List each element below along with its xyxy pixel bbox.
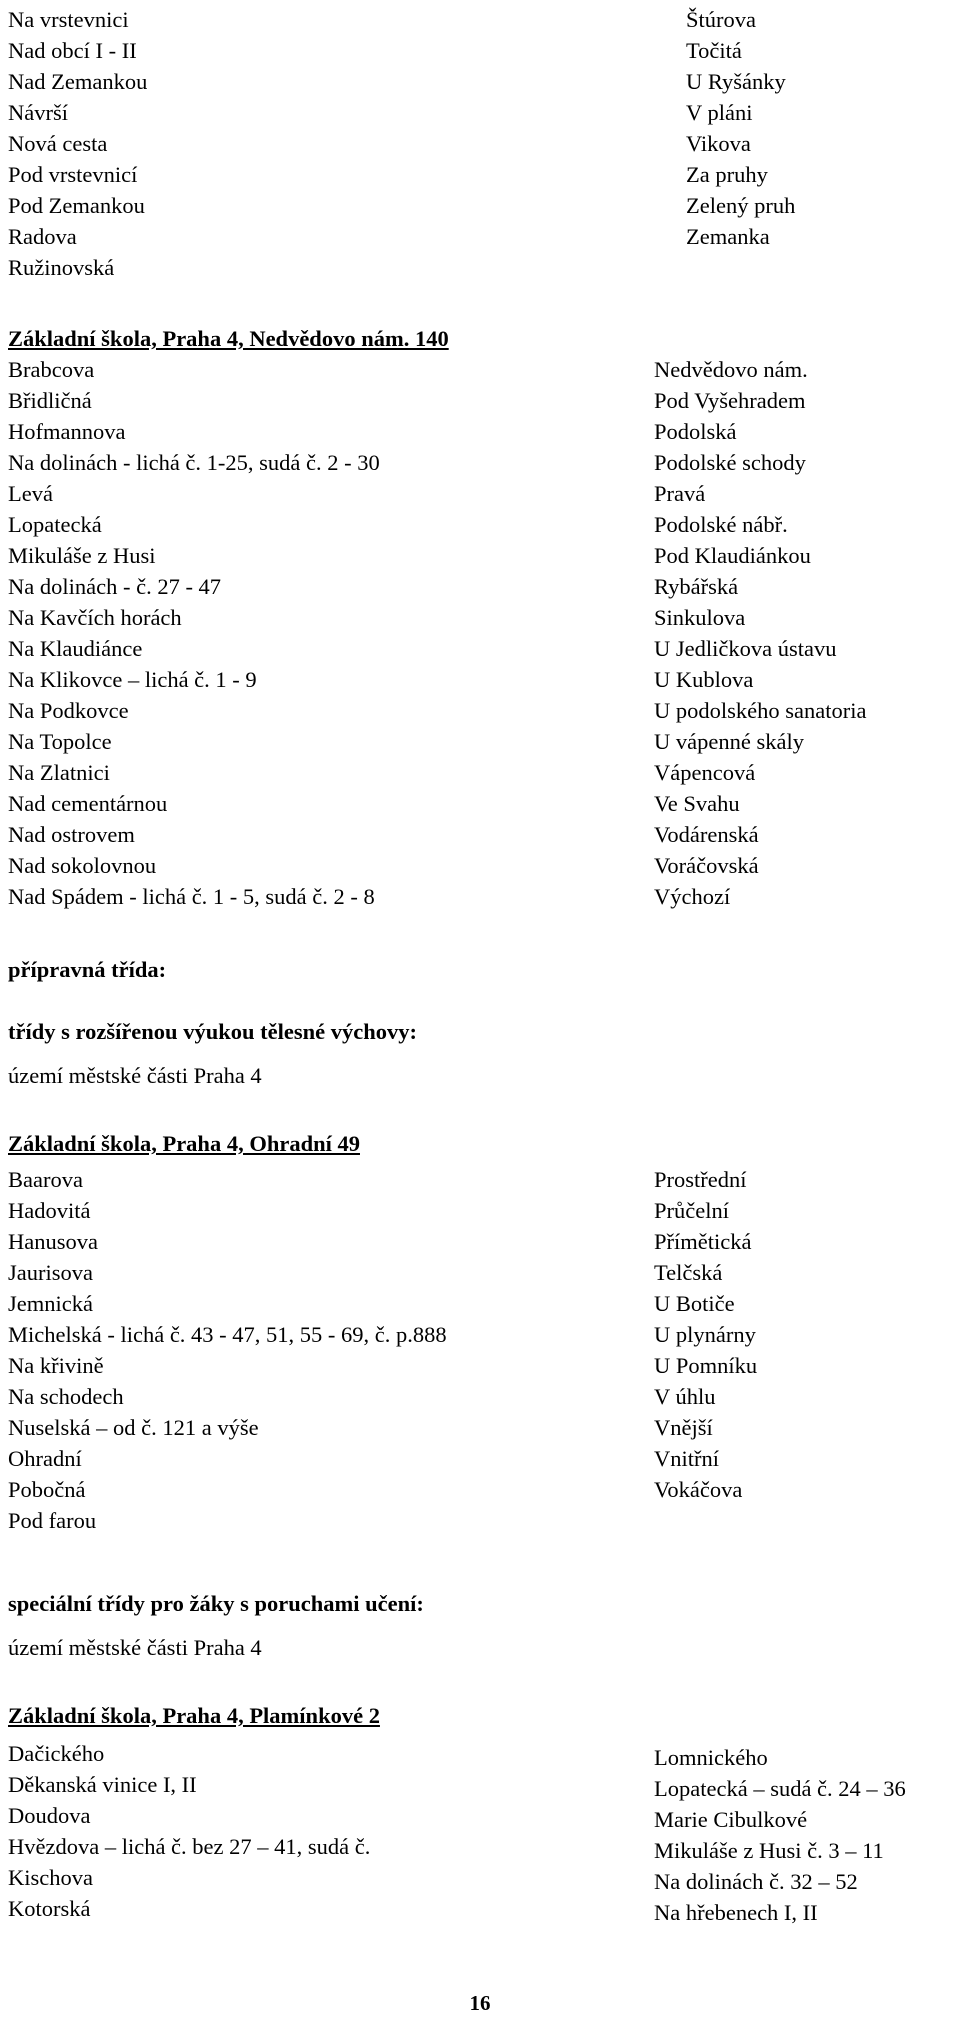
street-name: Zemanka	[686, 224, 770, 249]
street-name: Na hřebenech I, II	[654, 1900, 818, 1925]
street-list-left	[8, 1738, 628, 1924]
street-name: Hanusova	[8, 1229, 98, 1254]
street-name: Pod Vyšehradem	[654, 388, 806, 413]
territory-line: území městské části Praha 4	[8, 1635, 262, 1660]
street-name: Kischova	[8, 1865, 93, 1890]
school-title-plaminkove: Základní škola, Praha 4, Plamínkové 2	[8, 1703, 380, 1728]
street-name: Mikuláše z Husi č. 3 – 11	[654, 1838, 884, 1863]
street-name: Nad obcí I - II	[8, 38, 137, 63]
street-name: Na dolinách - lichá č. 1-25, sudá č. 2 - 30	[8, 450, 380, 475]
street-name: Na dolinách - č. 27 - 47	[8, 574, 222, 599]
street-name: Lopatecká – sudá č. 24 – 36	[654, 1776, 906, 1801]
street-name: Podolské nábř.	[654, 512, 788, 537]
street-name: Vikova	[686, 131, 751, 156]
street-name: Na Klaudiánce	[8, 636, 143, 661]
street-name: Michelská - lichá č. 43 - 47, 51, 55 - 69, č. p.888	[8, 1322, 447, 1347]
street-name: Nedvědovo nám.	[654, 357, 808, 382]
street-name: Točitá	[686, 38, 742, 63]
street-name: Prostřední	[654, 1167, 747, 1192]
street-name: Přímětická	[654, 1229, 752, 1254]
street-name: Brabcova	[8, 357, 95, 382]
street-name: U Pomníku	[654, 1353, 758, 1378]
street-list-right	[654, 354, 954, 912]
street-name: Voráčovská	[654, 853, 759, 878]
street-name: Baarova	[8, 1167, 83, 1192]
street-name: Dačického	[8, 1741, 105, 1766]
street-name: Břidličná	[8, 388, 92, 413]
street-list-left	[8, 1164, 628, 1536]
street-name: Rybářská	[654, 574, 739, 599]
street-name: Na vrstevnici	[8, 7, 129, 32]
street-name: Vnitřní	[654, 1446, 719, 1471]
street-name: Vodárenská	[654, 822, 759, 847]
street-name: Nad Spádem - lichá č. 1 - 5, sudá č. 2 - 8	[8, 884, 375, 909]
street-name: Děkanská vinice I, II	[8, 1772, 197, 1797]
street-name: Na Klikovce – lichá č. 1 - 9	[8, 667, 257, 692]
street-name: U Botiče	[654, 1291, 735, 1316]
street-name: Na schodech	[8, 1384, 124, 1409]
street-name: Podolské schody	[654, 450, 806, 475]
heading-telesna-vychova: třídy s rozšířenou výukou tělesné výchovy:	[8, 1019, 417, 1044]
street-name: U Ryšánky	[686, 69, 786, 94]
street-name: Nad sokolovnou	[8, 853, 157, 878]
street-name: Pobočná	[8, 1477, 86, 1502]
street-name: Jaurisova	[8, 1260, 93, 1285]
street-name: U podolského sanatoria	[654, 698, 867, 723]
street-name: Průčelní	[654, 1198, 729, 1223]
heading-specialni-tridy: speciální třídy pro žáky s poruchami učení:	[8, 1591, 424, 1616]
street-list-left	[8, 354, 628, 912]
street-name: U vápenné skály	[654, 729, 804, 754]
street-name: Vnější	[654, 1415, 713, 1440]
street-name: U plynárny	[654, 1322, 756, 1347]
street-name: Vápencová	[654, 760, 756, 785]
page-number: 16	[469, 1991, 491, 2015]
street-list-right	[654, 1742, 954, 1928]
street-list-right	[654, 1164, 954, 1505]
street-name: Mikuláše z Husi	[8, 543, 156, 568]
street-name: Nuselská – od č. 121 a výše	[8, 1415, 259, 1440]
street-name: Sinkulova	[654, 605, 746, 630]
street-name: Vokáčova	[654, 1477, 743, 1502]
street-name: Nad cementárnou	[8, 791, 168, 816]
street-name: Ružinovská	[8, 255, 115, 280]
school-title-nedvedovo: Základní škola, Praha 4, Nedvědovo nám. 140	[8, 326, 449, 351]
territory-line: území městské části Praha 4	[8, 1063, 262, 1088]
street-name: Na Zlatnici	[8, 760, 110, 785]
street-name: Na Kavčích horách	[8, 605, 182, 630]
street-name: Hofmannova	[8, 419, 126, 444]
heading-pripravna-trida: přípravná třída:	[8, 957, 167, 982]
street-name: Radova	[8, 224, 77, 249]
street-name: Doudova	[8, 1803, 91, 1828]
street-name: Pod farou	[8, 1508, 97, 1533]
street-name: Na Podkovce	[8, 698, 129, 723]
street-name: Pod vrstevnicí	[8, 162, 138, 187]
school-title-ohradni: Základní škola, Praha 4, Ohradní 49	[8, 1131, 360, 1156]
street-name: U Kublova	[654, 667, 754, 692]
street-name: Štúrova	[686, 7, 756, 32]
street-name: Hvězdova – lichá č. bez 27 – 41, sudá č.	[8, 1834, 371, 1859]
street-name: V úhlu	[654, 1384, 716, 1409]
street-list-left	[8, 4, 628, 283]
street-name: Ve Svahu	[654, 791, 740, 816]
street-name: Lopatecká	[8, 512, 102, 537]
street-name: Na dolinách č. 32 – 52	[654, 1869, 858, 1894]
street-name: Marie Cibulkové	[654, 1807, 808, 1832]
street-name: V pláni	[686, 100, 753, 125]
street-name: Návrší	[8, 100, 68, 125]
street-name: Lomnického	[654, 1745, 768, 1770]
street-name: Levá	[8, 481, 53, 506]
street-name: Telčská	[654, 1260, 723, 1285]
street-name: Na Topolce	[8, 729, 112, 754]
street-name: Hadovitá	[8, 1198, 91, 1223]
street-name: Výchozí	[654, 884, 731, 909]
street-name: U Jedličkova ústavu	[654, 636, 837, 661]
street-list-right	[686, 4, 960, 252]
street-name: Za pruhy	[686, 162, 768, 187]
street-name: Pravá	[654, 481, 706, 506]
street-name: Na křivině	[8, 1353, 104, 1378]
street-name: Jemnická	[8, 1291, 93, 1316]
street-name: Kotorská	[8, 1896, 91, 1921]
street-name: Nad ostrovem	[8, 822, 135, 847]
street-name: Ohradní	[8, 1446, 82, 1471]
street-name: Podolská	[654, 419, 737, 444]
street-name: Zelený pruh	[686, 193, 796, 218]
street-name: Nová cesta	[8, 131, 108, 156]
street-name: Pod Zemankou	[8, 193, 145, 218]
street-name: Nad Zemankou	[8, 69, 148, 94]
street-name: Pod Klaudiánkou	[654, 543, 811, 568]
